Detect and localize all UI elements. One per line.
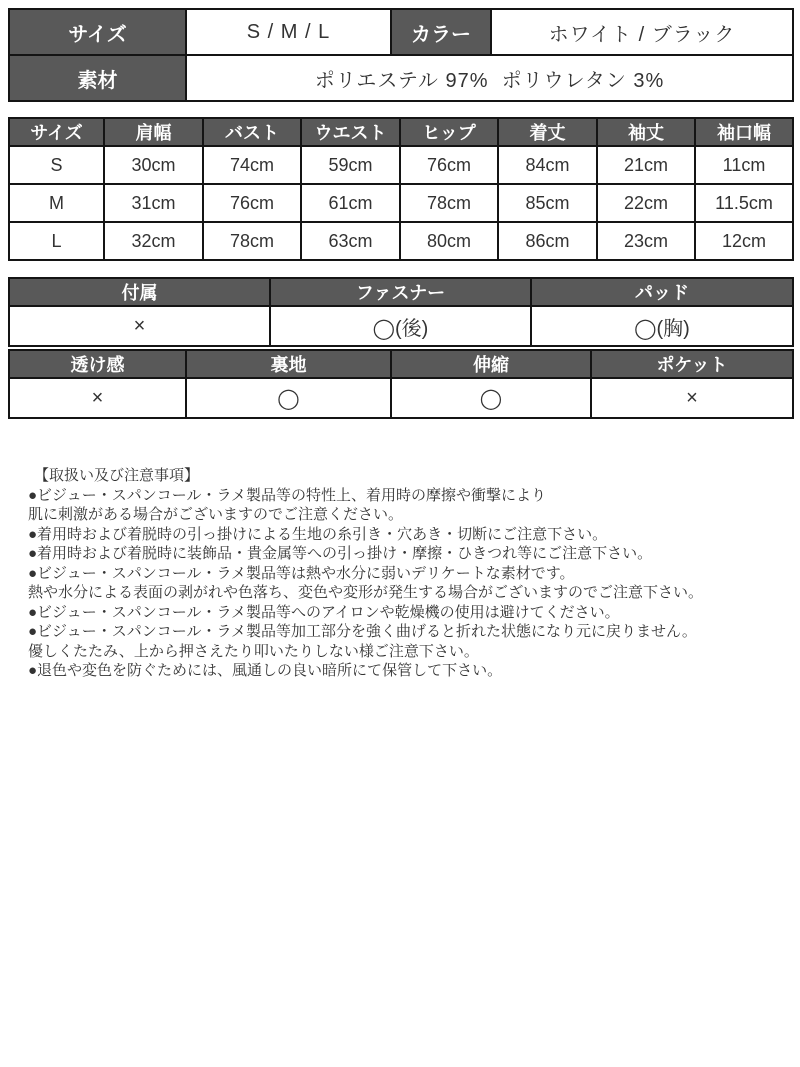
size-color-row [9, 9, 793, 55]
care-notes [8, 466, 792, 681]
table-row-size-s [9, 146, 793, 184]
care-note-line: ●ビジュー・スパンコール・ラメ製品等は熱や水分に弱いデリケートな素材です。 [28, 564, 575, 582]
care-notes-title: 【取扱い及び注意事項】 [34, 467, 200, 484]
measurement-cell: 85cm [498, 184, 597, 222]
col-header-pocket: ポケット [591, 350, 793, 378]
measurement-cell: 63cm [301, 222, 400, 260]
accessory-value: × [9, 306, 270, 346]
color-value: ホワイト / ブラック [491, 9, 793, 55]
col-header-accessory: 付属 [9, 278, 270, 306]
features1-value-row [9, 306, 793, 346]
measurement-cell: 32cm [104, 222, 203, 260]
measurement-cell: 11.5cm [695, 184, 793, 222]
material-label: 素材 [9, 55, 186, 101]
size-label: サイズ [9, 9, 186, 55]
care-note-line: 優しくたたみ、上から押さえたり叩いたりしない様ご注意下さい。 [28, 642, 479, 660]
table-row-size-m [9, 184, 793, 222]
measurement-cell: 30cm [104, 146, 203, 184]
col-header-hip: ヒップ [400, 118, 498, 146]
measurement-cell: 12cm [695, 222, 793, 260]
col-header-sleeve: 袖丈 [597, 118, 695, 146]
measurement-cell: 76cm [203, 184, 301, 222]
care-note-line: ●退色や変色を防ぐためには、風通しの良い暗所にて保管して下さい。 [28, 662, 503, 679]
col-header-fastener: ファスナー [270, 278, 531, 306]
lining-value: ◯ [186, 378, 391, 418]
measurement-cell: 21cm [597, 146, 695, 184]
features1-header-row [9, 278, 793, 306]
size-value: S / M / L [186, 9, 391, 55]
measurement-cell: 86cm [498, 222, 597, 260]
color-label: カラー [391, 9, 491, 55]
measurement-cell: S [9, 146, 104, 184]
measurement-cell: 84cm [498, 146, 597, 184]
care-note-line: 熱や水分による表面の剥がれや色落ち、変色や変形が発生する場合がございますのでご注意下さい。 [28, 584, 704, 601]
care-note-line: ●ビジュー・スパンコール・ラメ製品等の特性上、着用時の摩擦や衝撃により [28, 486, 547, 504]
measurement-cell: 23cm [597, 222, 695, 260]
measurements-header-row [9, 118, 793, 146]
col-header-stretch: 伸縮 [391, 350, 591, 378]
measurement-cell: 59cm [301, 146, 400, 184]
measurement-cell: 61cm [301, 184, 400, 222]
col-header-pad: パッド [531, 278, 793, 306]
table-row-size-l [9, 222, 793, 260]
pad-value: ◯(胸) [531, 306, 793, 346]
pocket-value: × [591, 378, 793, 418]
col-header-lining: 裏地 [186, 350, 391, 378]
fastener-value: ◯(後) [270, 306, 531, 346]
size-color-material-table [8, 8, 794, 102]
sheerness-value: × [9, 378, 186, 418]
care-note-line: 肌に刺激がある場合がございますのでご注意ください。 [28, 506, 404, 523]
col-header-cuff: 袖口幅 [695, 118, 793, 146]
col-header-bust: バスト [203, 118, 301, 146]
measurement-cell: 22cm [597, 184, 695, 222]
features-table-1 [8, 277, 794, 347]
care-note-line: ●ビジュー・スパンコール・ラメ製品等加工部分を強く曲げると折れた状態になり元に戻りません。 [28, 623, 697, 640]
features-table-2 [8, 349, 794, 419]
col-header-waist: ウエスト [301, 118, 400, 146]
material-value: ポリエステル 97% ポリウレタン 3% [186, 55, 793, 101]
measurement-cell: 31cm [104, 184, 203, 222]
measurement-cell: 80cm [400, 222, 498, 260]
stretch-value: ◯ [391, 378, 591, 418]
measurement-cell: 76cm [400, 146, 498, 184]
material-row [9, 55, 793, 101]
col-header-shoulder: 肩幅 [104, 118, 203, 146]
measurement-cell: M [9, 184, 104, 222]
measurement-cell: L [9, 222, 104, 260]
measurement-cell: 11cm [695, 146, 793, 184]
care-note-line: ●ビジュー・スパンコール・ラメ製品等へのアイロンや乾燥機の使用は避けてください。 [28, 603, 620, 621]
col-header-length: 着丈 [498, 118, 597, 146]
features2-header-row [9, 350, 793, 378]
col-header-size: サイズ [9, 118, 104, 146]
measurement-cell: 78cm [203, 222, 301, 260]
measurements-table [8, 117, 794, 261]
measurement-cell: 78cm [400, 184, 498, 222]
features2-value-row [9, 378, 793, 418]
care-note-line: ●着用時および着脱時の引っ掛けによる生地の糸引き・穴あき・切断にご注意下さい。 [28, 525, 608, 543]
care-note-line: ●着用時および着脱時に装飾品・貴金属等への引っ掛け・摩擦・ひきつれ等にご注意下さい。 [28, 545, 653, 562]
col-header-sheerness: 透け感 [9, 350, 186, 378]
measurement-cell: 74cm [203, 146, 301, 184]
